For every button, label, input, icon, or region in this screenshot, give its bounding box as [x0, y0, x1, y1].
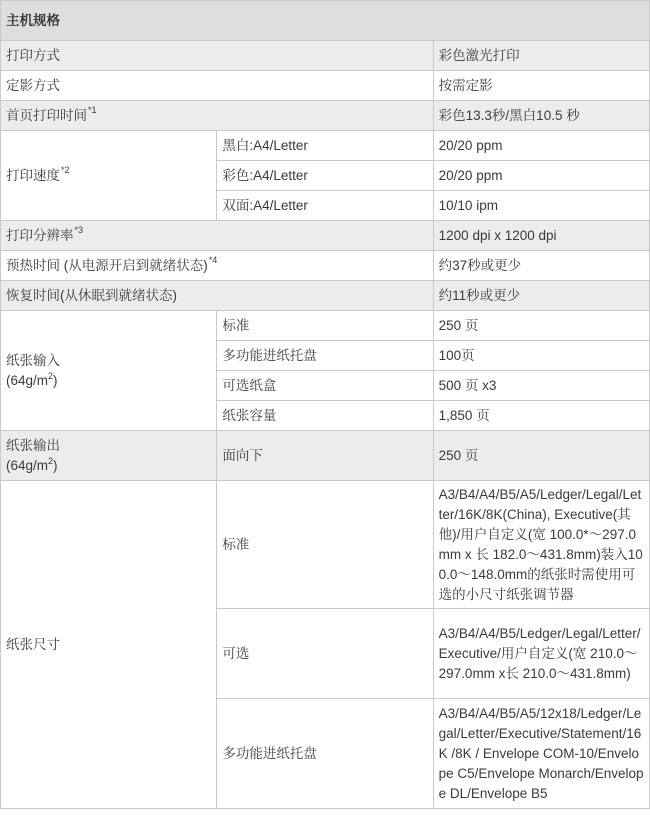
sub-label: 可选: [217, 609, 433, 699]
row-value: A3/B4/A4/B5/Ledger/Legal/Letter/Executive/用户自定义(宽 210.0～297.0mm x长 210.0～431.8mm): [433, 609, 649, 699]
row-label: 定影方式: [1, 71, 434, 101]
row-value: 1200 dpi x 1200 dpi: [433, 221, 649, 251]
row-value: 500 页 x3: [433, 371, 649, 401]
footnote-mark: *2: [61, 164, 70, 175]
table-row: [1, 221, 650, 251]
row-value: 按需定影: [433, 71, 649, 101]
sub-label: 面向下: [217, 431, 433, 481]
sub-label: 标准: [217, 311, 433, 341]
sub-label: 标准: [217, 481, 433, 609]
row-value: 250 页: [433, 431, 649, 481]
row-value: 20/20 ppm: [433, 161, 649, 191]
table-row: [1, 131, 650, 161]
table-header: 主机规格: [1, 1, 650, 41]
table-row: [1, 481, 650, 609]
sub-label: 可选纸盒: [217, 371, 433, 401]
row-value: 彩色13.3秒/黑白10.5 秒: [433, 101, 649, 131]
table-row: [1, 281, 650, 311]
sub-label: 多功能进纸托盘: [217, 699, 433, 809]
row-label: 打印分辨率$^{*3}$: [1, 221, 434, 251]
row-value: 约37秒或更少: [433, 251, 649, 281]
sub-label: 黑白:A4/Letter: [217, 131, 433, 161]
table-row: [1, 101, 650, 131]
row-value: 1,850 页: [433, 401, 649, 431]
table-row: [1, 251, 650, 281]
row-value: A3/B4/A4/B5/A5/Ledger/Legal/Letter/16K/8K(China), Executive(其他)/用户自定义(宽 100.0*～297.0mm x 长 182.0～431.8mm)装入100.0～148.0mm的纸张时需使用可选的小尺寸纸张调节器: [433, 481, 649, 609]
footnote-mark: *1: [88, 104, 97, 115]
sub-label: 双面:A4/Letter: [217, 191, 433, 221]
row-label: 打印方式: [1, 41, 434, 71]
sub-label: 多功能进纸托盘: [217, 341, 433, 371]
row-value: 250 页: [433, 311, 649, 341]
row-value: 10/10 ipm: [433, 191, 649, 221]
sub-label: 纸张容量: [217, 401, 433, 431]
table-row: [1, 41, 650, 71]
footnote-mark: *4: [208, 254, 218, 265]
row-value: 约11秒或更少: [433, 281, 649, 311]
row-value: 20/20 ppm: [433, 131, 649, 161]
row-value: A3/B4/A4/B5/A5/12x18/Ledger/Legal/Letter/Executive/Statement/16K /8K / Envelope COM-10/Envelope C5/Envelope Monarch/Envelope DL/Envelope B5: [433, 699, 649, 809]
row-label: 纸张尺寸: [1, 481, 217, 809]
row-label: 恢复时间(从休眠到就绪状态): [1, 281, 434, 311]
table-row: [1, 71, 650, 101]
table-row: [1, 431, 650, 481]
sub-label: 彩色:A4/Letter: [217, 161, 433, 191]
row-label: 首页打印时间$^{*1}$: [1, 101, 434, 131]
row-label: 纸张输出 $(64g/m^2)$: [1, 431, 217, 481]
table-row: [1, 311, 650, 341]
row-value: 100页: [433, 341, 649, 371]
row-label: 纸张输入 $(64g/m^2)$: [1, 311, 217, 431]
row-label: 打印速度$^{*2}$: [1, 131, 217, 221]
footnote-mark: *3: [74, 224, 84, 235]
row-value: 彩色激光打印: [433, 41, 649, 71]
row-label: 预热时间 (从电源开启到就绪状态)$^{*4}$: [1, 251, 434, 281]
